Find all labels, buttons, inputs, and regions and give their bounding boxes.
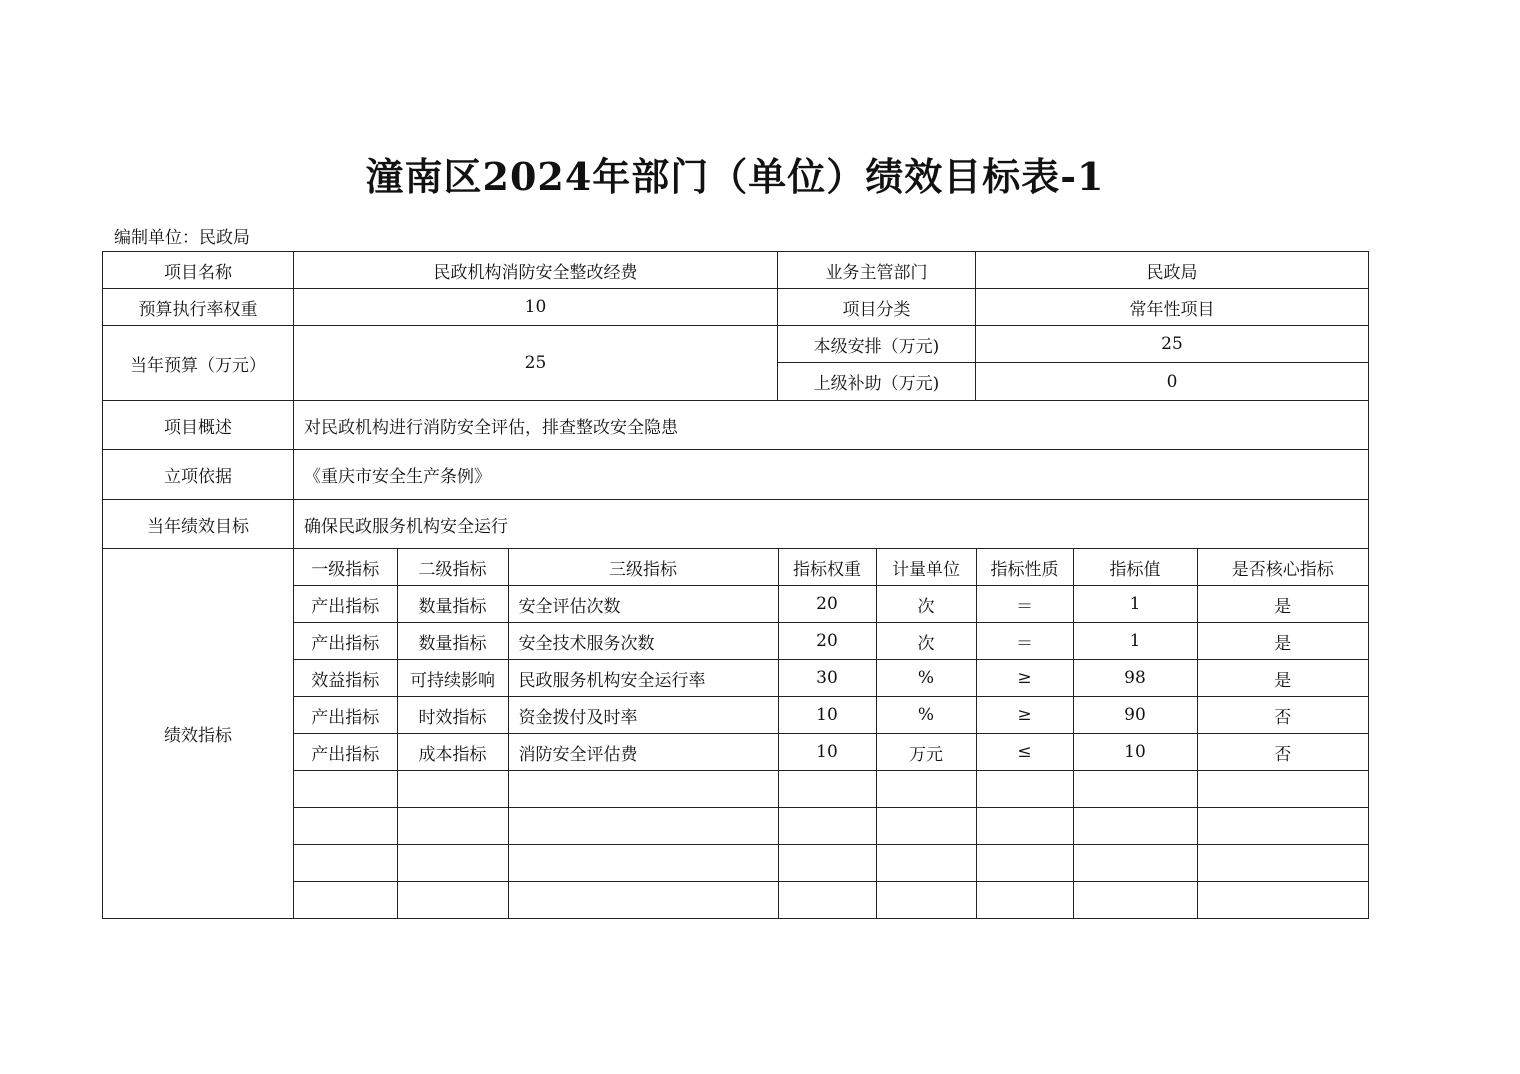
overview-label: 项目概述	[103, 401, 294, 450]
indicator-cell: 10	[1073, 734, 1197, 771]
indicator-cell: 时效指标	[397, 697, 508, 734]
empty-cell	[508, 771, 778, 808]
indicator-cell: 30	[778, 660, 876, 697]
table-row	[294, 771, 1368, 808]
overview-value: 对民政机构进行消防安全评估，排查整改安全隐患	[294, 401, 1369, 450]
indicator-cell: ＝	[976, 623, 1073, 660]
empty-cell	[876, 845, 976, 882]
indicator-header-cell: 二级指标	[397, 549, 508, 586]
indicator-header-cell: 计量单位	[876, 549, 976, 586]
indicator-cell: 成本指标	[397, 734, 508, 771]
empty-cell	[1197, 845, 1368, 882]
indicator-cell: 10	[778, 697, 876, 734]
empty-cell	[1073, 771, 1197, 808]
empty-cell	[397, 771, 508, 808]
indicator-cell: 安全技术服务次数	[508, 623, 778, 660]
table-row	[294, 660, 1368, 697]
indicator-cell: 98	[1073, 660, 1197, 697]
indicator-cell: %	[876, 660, 976, 697]
dept-value: 民政局	[976, 252, 1369, 289]
indicator-cell: ＝	[976, 586, 1073, 623]
empty-cell	[876, 882, 976, 919]
upper-label: 上级补助（万元)	[778, 363, 976, 401]
category-label: 项目分类	[778, 289, 976, 326]
indicator-header-cell: 一级指标	[294, 549, 397, 586]
empty-cell	[778, 845, 876, 882]
table-row	[294, 586, 1368, 623]
indicator-header-cell: 三级指标	[508, 549, 778, 586]
table-row	[294, 734, 1368, 771]
name-value: 民政机构消防安全整改经费	[294, 252, 778, 289]
indicator-table	[294, 549, 1368, 918]
empty-cell	[976, 845, 1073, 882]
table-row	[294, 697, 1368, 734]
performance-table	[102, 251, 1369, 919]
basis-value: 《重庆市安全生产条例》	[294, 450, 1369, 500]
indicator-cell: 数量指标	[397, 623, 508, 660]
basis-label: 立项依据	[103, 450, 294, 500]
indicator-cell: 1	[1073, 586, 1197, 623]
indicator-header-row	[294, 549, 1368, 586]
empty-cell	[1073, 882, 1197, 919]
empty-cell	[778, 882, 876, 919]
indicator-cell	[294, 549, 1369, 919]
indicator-cell: 资金拨付及时率	[508, 697, 778, 734]
category-value: 常年性项目	[976, 289, 1369, 326]
empty-cell	[508, 808, 778, 845]
indicator-cell: ≤	[976, 734, 1073, 771]
indicator-cell: 次	[876, 623, 976, 660]
goal-value: 确保民政服务机构安全运行	[294, 500, 1369, 549]
empty-cell	[976, 882, 1073, 919]
indicator-cell: 数量指标	[397, 586, 508, 623]
goal-label: 当年绩效目标	[103, 500, 294, 549]
indicator-cell: ≥	[976, 697, 1073, 734]
budget-value: 25	[294, 326, 778, 401]
indicator-cell: 产出指标	[294, 697, 397, 734]
indicator-cell: 是	[1197, 623, 1368, 660]
indicator-cell: 万元	[876, 734, 976, 771]
indicator-cell: 效益指标	[294, 660, 397, 697]
weight-label: 预算执行率权重	[103, 289, 294, 326]
indicator-cell: 20	[778, 586, 876, 623]
table-row	[294, 845, 1368, 882]
indicator-cell: ≥	[976, 660, 1073, 697]
upper-value: 0	[976, 363, 1369, 401]
indicator-cell: 可持续影响	[397, 660, 508, 697]
weight-value: 10	[294, 289, 778, 326]
indicator-cell: 次	[876, 586, 976, 623]
name-label: 项目名称	[103, 252, 294, 289]
local-label: 本级安排（万元)	[778, 326, 976, 363]
indicator-cell: 产出指标	[294, 734, 397, 771]
empty-cell	[508, 882, 778, 919]
indicator-cell: 民政服务机构安全运行率	[508, 660, 778, 697]
empty-cell	[876, 771, 976, 808]
indicator-cell: 20	[778, 623, 876, 660]
indicator-cell: 否	[1197, 697, 1368, 734]
empty-cell	[397, 808, 508, 845]
indicator-cell: 1	[1073, 623, 1197, 660]
table-row	[294, 623, 1368, 660]
empty-cell	[976, 808, 1073, 845]
indicator-cell: 是	[1197, 586, 1368, 623]
empty-cell	[294, 771, 397, 808]
indicator-cell: 消防安全评估费	[508, 734, 778, 771]
empty-cell	[1197, 771, 1368, 808]
indicator-cell: 产出指标	[294, 586, 397, 623]
empty-cell	[294, 882, 397, 919]
empty-cell	[294, 845, 397, 882]
empty-cell	[778, 808, 876, 845]
empty-cell	[1073, 845, 1197, 882]
indicator-cell: 产出指标	[294, 623, 397, 660]
page-title: 潼南区2024年部门（单位）绩效目标表-1	[365, 154, 1105, 199]
empty-cell	[1197, 882, 1368, 919]
table-row	[294, 882, 1368, 919]
indicator-cell: 否	[1197, 734, 1368, 771]
indicator-cell: 是	[1197, 660, 1368, 697]
empty-cell	[397, 845, 508, 882]
org-label: 编制单位：民政局	[114, 228, 250, 248]
empty-cell	[778, 771, 876, 808]
indicator-cell: 安全评估次数	[508, 586, 778, 623]
local-value: 25	[976, 326, 1369, 363]
dept-label: 业务主管部门	[778, 252, 976, 289]
empty-cell	[1197, 808, 1368, 845]
indicators-label: 绩效指标	[103, 549, 294, 919]
indicator-header-cell: 指标值	[1073, 549, 1197, 586]
table-row	[294, 808, 1368, 845]
indicator-cell: 90	[1073, 697, 1197, 734]
empty-cell	[876, 808, 976, 845]
indicator-cell: 10	[778, 734, 876, 771]
budget-label: 当年预算（万元）	[103, 326, 294, 401]
empty-cell	[508, 845, 778, 882]
empty-cell	[397, 882, 508, 919]
indicator-header-cell: 指标性质	[976, 549, 1073, 586]
indicator-header-cell: 指标权重	[778, 549, 876, 586]
indicator-header-cell: 是否核心指标	[1197, 549, 1368, 586]
empty-cell	[976, 771, 1073, 808]
empty-cell	[1073, 808, 1197, 845]
empty-cell	[294, 808, 397, 845]
indicator-cell: %	[876, 697, 976, 734]
